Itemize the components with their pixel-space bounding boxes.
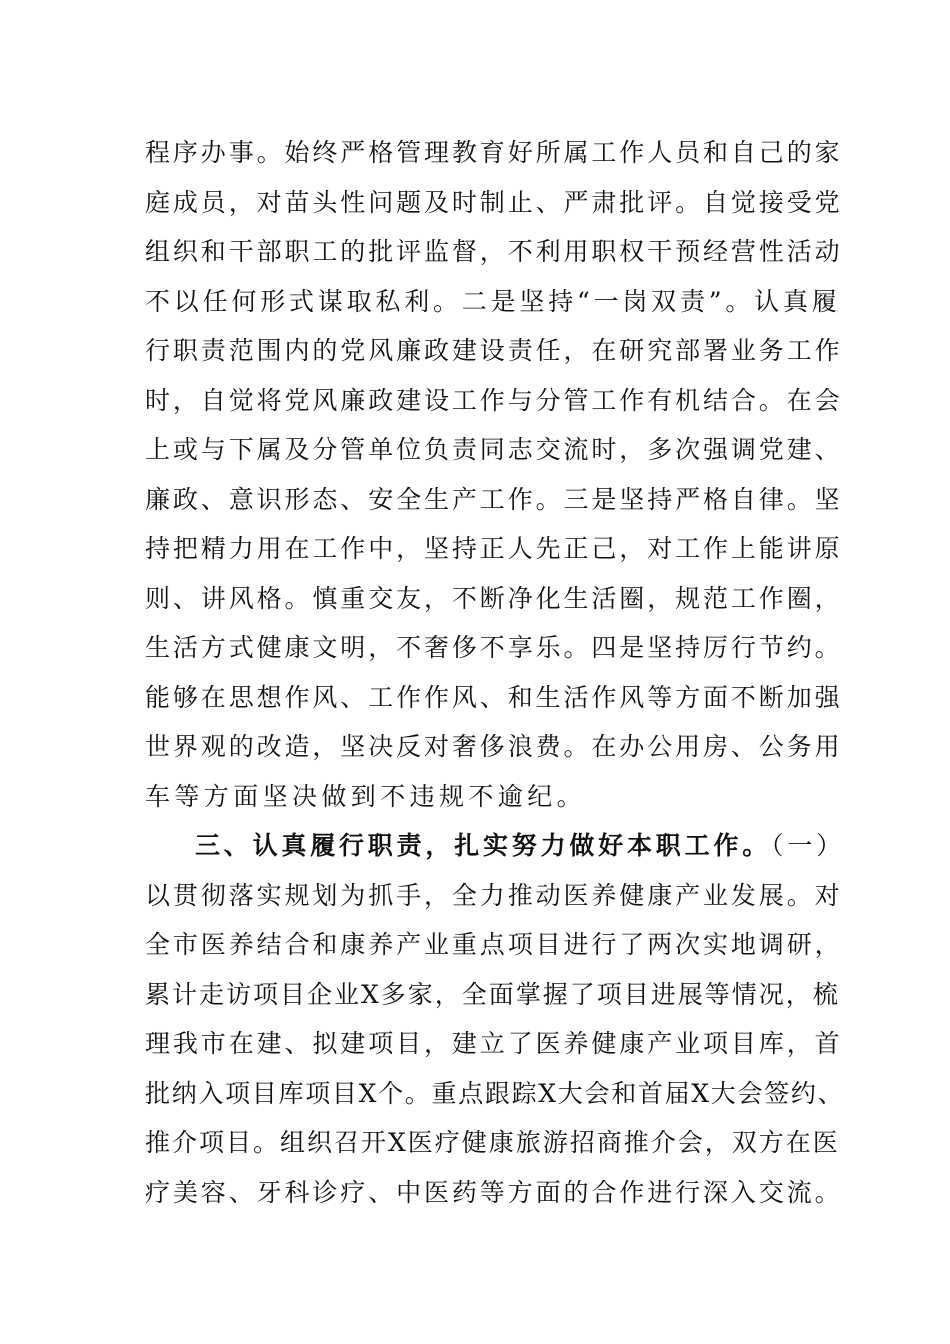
text-line: 廉政、意识形态、安全生产工作。三是坚持严格自律。坚: [145, 484, 843, 514]
text-line: 程序办事。始终严格管理教育好所属工作人员和自己的家: [145, 138, 843, 167]
section-heading-tail: （一）: [771, 831, 845, 860]
text-line: 世界观的改造，坚决反对奢侈浪费。在办公用房、公务用: [145, 732, 843, 761]
text-line: 上或与下属及分管单位负责同志交流时，多次强调党建、: [145, 435, 843, 464]
text-line: 能够在思想作风、工作作风、和生活作风等方面不断加强: [145, 682, 843, 712]
text-line: 累计走访项目企业X多家，全面掌握了项目进展等情况，梳: [145, 979, 840, 1009]
text-line: 时，自觉将党风廉政建设工作与分管工作有机结合。在会: [145, 385, 843, 415]
text-line: 推介项目。组织召开X医疗健康旅游招商推介会，双方在医: [145, 1128, 840, 1157]
text-line: 持把精力用在工作中，坚持正人先正己，对工作上能讲原: [145, 534, 843, 563]
text-line: 理我市在建、拟建项目，建立了医养健康产业项目库，首: [145, 1029, 843, 1058]
text-line: 庭成员，对苗头性问题及时制止、严肃批评。自觉接受党: [145, 187, 843, 217]
text-line: 批纳入项目库项目X个。重点跟踪X大会和首届X大会签约、: [145, 1078, 845, 1108]
text-line: 车等方面坚决做到不违规不逾纪。: [145, 781, 587, 811]
text-line: 以贯彻落实规划为抓手，全力推动医养健康产业发展。对: [145, 880, 843, 910]
text-line: 组织和干部职工的批评监督，不利用职权干预经营性活动: [145, 237, 843, 266]
text-line: 不以任何形式谋取私利。二是坚持“一岗双责”。认真履: [145, 286, 841, 316]
text-line: 生活方式健康文明，不奢侈不享乐。四是坚持厉行节约。: [145, 633, 843, 662]
text-line: 疗美容、牙科诊疗、中医药等方面的合作进行深入交流。: [145, 1177, 843, 1207]
text-line: 全市医养结合和康养产业重点项目进行了两次实地调研，: [145, 930, 843, 959]
text-line: 行职责范围内的党风廉政建设责任，在研究部署业务工作: [145, 336, 843, 365]
document-body: [145, 128, 845, 1217]
text-line: 则、讲风格。慎重交友，不断净化生活圈，规范工作圈，: [145, 583, 843, 613]
section-heading-line: [145, 821, 845, 871]
section-heading: 三、认真履行职责，扎实努力做好本职工作。: [195, 831, 772, 860]
